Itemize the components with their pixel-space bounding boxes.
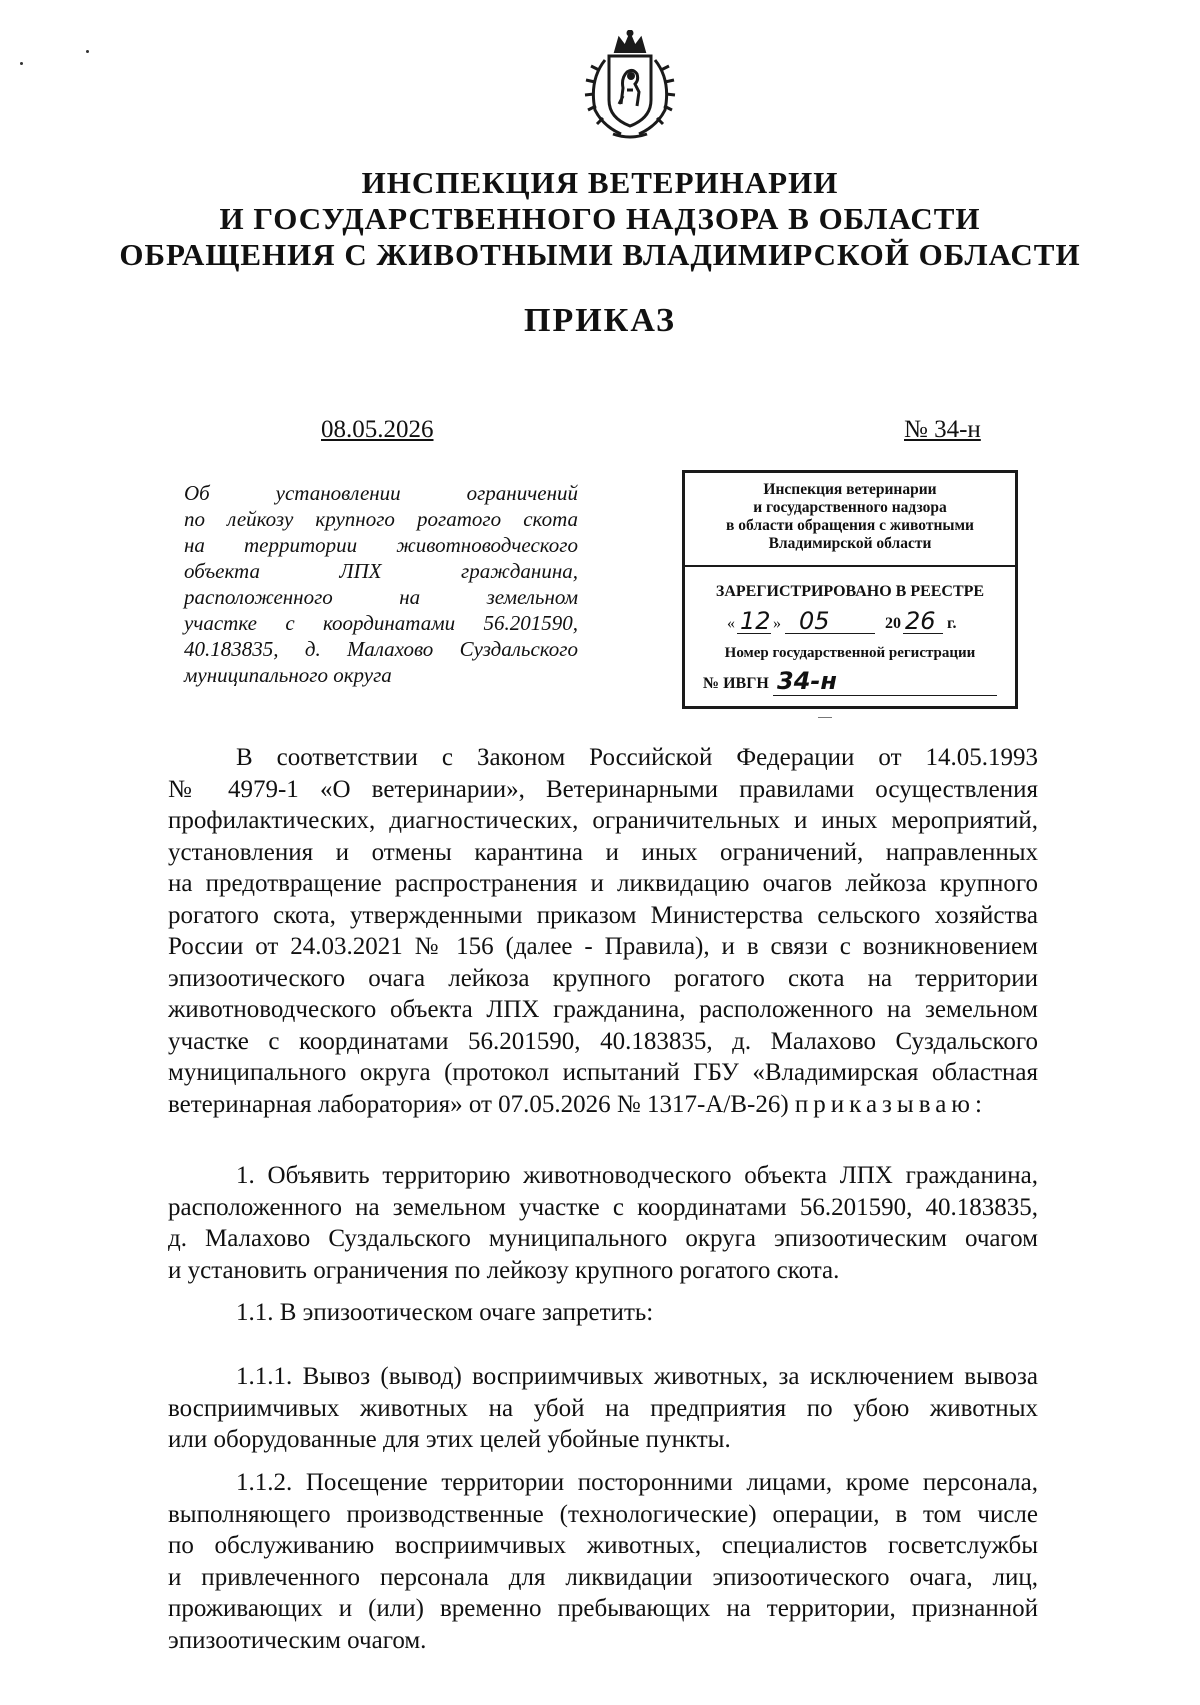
document-type-title: ПРИКАЗ — [524, 302, 676, 339]
text-line: по обслуживанию восприимчивых животных, специалистов госветслужбы — [168, 1532, 1038, 1559]
stamp-date-open-quote: « — [727, 615, 735, 632]
text-line: проживающих и (или) временно пребывающих на территории, признанной — [168, 1595, 1038, 1622]
text-line: 1.1.2. Посещение территории посторонними лицами, кроме персонала, — [236, 1469, 1038, 1496]
text-line: эпизоотическим очагом. — [168, 1626, 427, 1654]
paragraph-1-1 — [168, 1297, 1038, 1329]
stamp-day-handwritten: 12 — [740, 607, 771, 635]
stamp-date-close-quote: » — [773, 615, 781, 632]
text-line: России от 24.03.2021 № 156 (далее - Правила), и в связи с возникновением — [168, 933, 1038, 960]
stamp-divider — [685, 565, 1015, 567]
text-line: и привлеченного персонала для ликвидации эпизоотического очага, лиц, — [168, 1563, 1038, 1591]
text-line: установления и отмены карантина и иных ограничений, направленных — [168, 838, 1038, 866]
text-line: на предотвращение распространения и ликвидацию очагов лейкоза крупного — [168, 870, 1038, 897]
paragraph-1-1-1 — [168, 1361, 1038, 1456]
order-date: 08.05.2026 — [321, 416, 434, 443]
text-line: и установить ограничения по лейкозу крупного рогатого скота. — [168, 1256, 840, 1284]
text-line: рогатого скота, утвержденными приказом Министерства сельского хозяйства — [168, 901, 1038, 929]
stamp-registration-number — [703, 667, 1003, 699]
text-line: профилактических, диагностических, ограничительных и иных мероприятий, — [168, 807, 1038, 834]
scan-mark — [818, 717, 832, 718]
text-line: В соответствии с Законом Российской Федерации от 14.05.1993 — [236, 744, 1038, 771]
stamp-year-suffix: г. — [947, 615, 957, 632]
text-line: № 4979-1 «О ветеринарии», Ветеринарными правилами осуществления — [168, 775, 1038, 803]
org-name-line-2: И ГОСУДАРСТВЕННОГО НАДЗОРА В ОБЛАСТИ — [219, 201, 981, 236]
stamp-organization — [685, 481, 1015, 553]
subject-line: по лейкозу крупного рогатого скота — [184, 507, 578, 531]
text-line: муниципального округа (протокол испытаний ГБУ «Владимирская областная — [168, 1059, 1038, 1086]
subject-line: на территории животноводческого — [184, 533, 578, 557]
stamp-year-handwritten: 26 — [905, 607, 936, 635]
text-line: 1.1.1. Вывоз (вывод) восприимчивых животных, за исключением вывоза — [236, 1363, 1038, 1390]
org-name-line-1: ИНСПЕКЦИЯ ВЕТЕРИНАРИИ — [361, 165, 839, 200]
stamp-number-line — [773, 695, 997, 696]
stamp-registration-date — [685, 609, 1015, 639]
order-number: № 34-н — [904, 416, 981, 443]
stamp-registered-label: ЗАРЕГИСТРИРОВАНО В РЕЕСТРЕ — [715, 583, 985, 600]
stamp-month-line — [785, 633, 875, 634]
text-line — [168, 1089, 1038, 1121]
text-line: участке с координатами 56.201590, 40.183835, д. Малахово Суздальского — [168, 1027, 1038, 1055]
text-line: д. Малахово Суздальского муниципального округа эпизоотическим очагом — [168, 1225, 1038, 1252]
paragraph-1 — [168, 1160, 1038, 1286]
registration-stamp — [682, 470, 1018, 709]
text-line: эпизоотического очага лейкоза крупного рогатого скота на территории — [168, 964, 1038, 992]
order-word: приказываю: — [794, 1090, 987, 1118]
org-name-line-3: ОБРАЩЕНИЯ С ЖИВОТНЫМИ ВЛАДИМИРСКОЙ ОБЛАСТИ — [119, 237, 1081, 272]
subject-line: участке с координатами 56.201590, — [184, 611, 578, 635]
text-line: 1.1. В эпизоотическом очаге запретить: — [236, 1299, 654, 1326]
stamp-org-line: Владимирской области — [768, 535, 932, 552]
stamp-year-line — [903, 633, 943, 634]
text-line: восприимчивых животных на убой на предприятия по убою животных — [168, 1394, 1038, 1422]
subject-line: 40.183835, д. Малахово Суздальского — [184, 637, 578, 661]
stamp-month-handwritten: 05 — [799, 607, 830, 635]
stamp-org-line: Инспекция ветеринарии — [763, 481, 937, 498]
stamp-registration-number-label: Номер государственной регистрации — [724, 645, 976, 661]
scan-speck — [20, 62, 23, 65]
subject-line: муниципального округа — [184, 663, 392, 687]
stamp-org-line: в области обращения с животными — [726, 517, 974, 534]
order-subject — [184, 480, 578, 688]
coat-of-arms-icon — [571, 30, 689, 142]
stamp-day-line — [737, 633, 771, 634]
subject-line: объекта ЛПХ гражданина, — [184, 559, 578, 583]
stamp-number-handwritten: 34-н — [777, 667, 837, 695]
text-line: выполняющего производственные (технологические) операции, в том числе — [168, 1500, 1038, 1528]
paragraph-1-1-2 — [168, 1467, 1038, 1656]
text-line: расположенного на земельном участке с координатами 56.201590, 40.183835, — [168, 1193, 1038, 1221]
preamble-paragraph — [168, 742, 1038, 1120]
stamp-number-prefix: № ИВГН — [703, 675, 769, 692]
stamp-org-line: и государственного надзора — [753, 499, 947, 516]
text-line: или оборудованные для этих целей убойные пункты. — [168, 1426, 731, 1453]
subject-line: расположенного на земельном — [184, 585, 578, 609]
text-line: животноводческого объекта ЛПХ гражданина, расположенного на земельном — [168, 996, 1038, 1023]
scan-speck — [86, 50, 89, 53]
subject-line: Об установлении ограничений — [184, 481, 578, 505]
preamble-last-text: ветеринарная лаборатория» от 07.05.2026 № 1317-А/В-26) — [168, 1090, 789, 1118]
stamp-year-prefix: 20 — [885, 615, 901, 632]
text-line: 1. Объявить территорию животноводческого объекта ЛПХ гражданина, — [236, 1162, 1038, 1189]
